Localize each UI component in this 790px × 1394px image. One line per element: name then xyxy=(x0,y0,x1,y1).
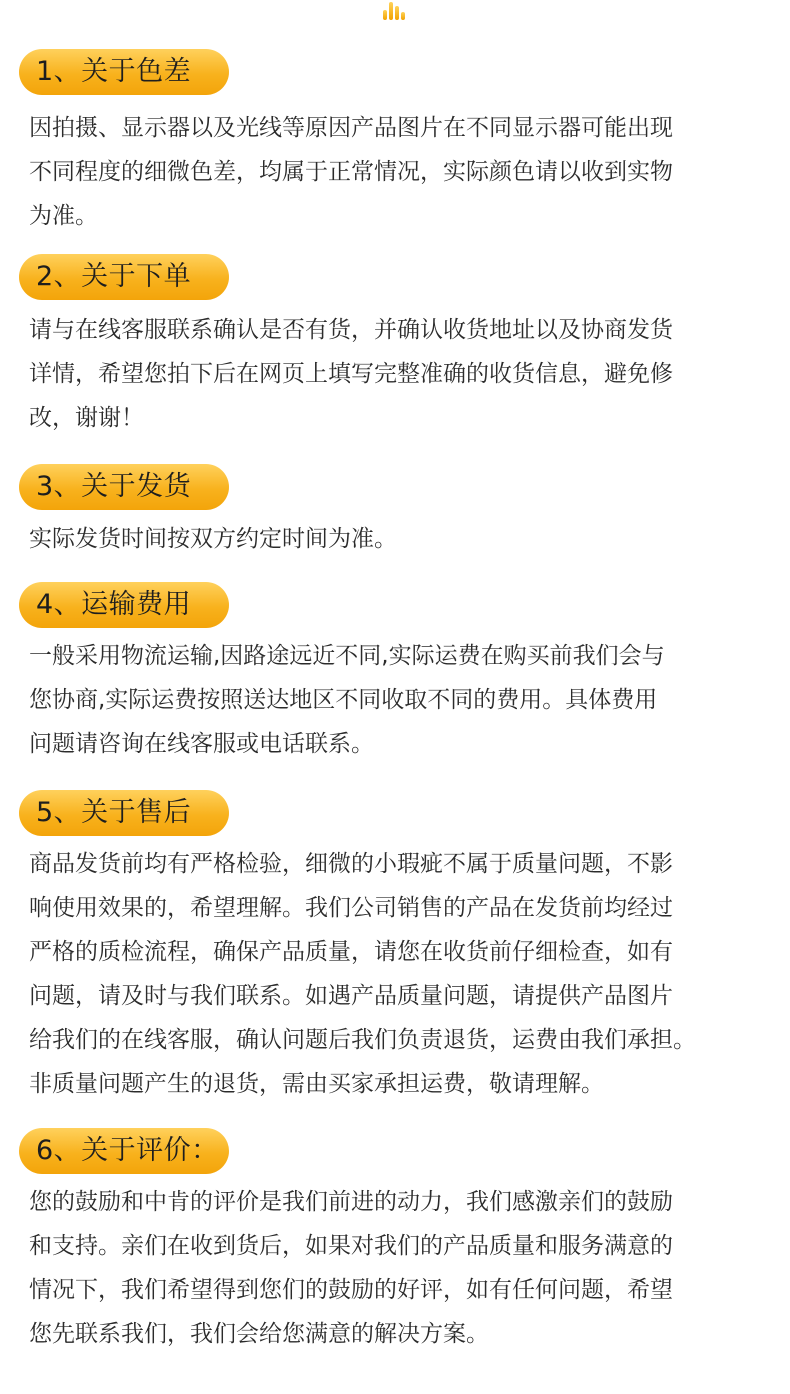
text-line: 实际发货时间按双方约定时间为准。 xyxy=(29,526,397,552)
text-line: 详情，希望您拍下后在网页上填写完整准确的收货信息，避免修 xyxy=(29,361,673,387)
sound-bars-icon xyxy=(381,0,409,22)
text-line: 和支持。亲们在收到货后，如果对我们的产品质量和服务满意的 xyxy=(29,1233,673,1259)
section-text xyxy=(29,1180,789,1356)
text-line: 您的鼓励和中肯的评价是我们前进的动力，我们感激亲们的鼓励 xyxy=(29,1189,673,1215)
text-line: 严格的质检流程，确保产品质量，请您在收货前仔细检查，如有 xyxy=(29,939,673,965)
text-line: 给我们的在线客服，确认问题后我们负责退货，运费由我们承担。 xyxy=(29,1027,696,1053)
section-text xyxy=(29,634,789,766)
text-line: 问题请咨询在线客服或电话联系。 xyxy=(29,731,374,757)
text-line: 商品发货前均有严格检验，细微的小瑕疵不属于质量问题，不影 xyxy=(29,851,673,877)
text-line: 请与在线客服联系确认是否有货，并确认收货地址以及协商发货 xyxy=(29,317,673,343)
section-title: 4、运输费用 xyxy=(19,582,229,628)
text-line: 一般采用物流运输,因路途远近不同,实际运费在购买前我们会与 xyxy=(29,643,665,669)
text-line: 您协商,实际运费按照送达地区不同收取不同的费用。具体费用 xyxy=(29,687,658,713)
text-line: 您先联系我们，我们会给您满意的解决方案。 xyxy=(29,1321,489,1347)
text-line: 为准。 xyxy=(29,203,98,229)
section-title: 1、关于色差 xyxy=(19,49,229,95)
text-line: 非质量问题产生的退货，需由买家承担运费，敬请理解。 xyxy=(29,1071,604,1097)
text-line: 问题，请及时与我们联系。如遇产品质量问题，请提供产品图片 xyxy=(29,983,673,1009)
text-line: 情况下，我们希望得到您们的鼓励的好评，如有任何问题，希望 xyxy=(29,1277,673,1303)
section-title: 6、关于评价： xyxy=(19,1128,229,1174)
section-text xyxy=(29,308,789,440)
text-line: 因拍摄、显示器以及光线等原因产品图片在不同显示器可能出现 xyxy=(29,115,673,141)
section-title: 2、关于下单 xyxy=(19,254,229,300)
text-line: 响使用效果的，希望理解。我们公司销售的产品在发货前均经过 xyxy=(29,895,673,921)
text-line: 不同程度的细微色差，均属于正常情况，实际颜色请以收到实物 xyxy=(29,159,673,185)
text-line: 改，谢谢！ xyxy=(29,405,144,431)
section-text xyxy=(29,842,789,1106)
section-title: 5、关于售后 xyxy=(19,790,229,836)
section-text xyxy=(29,517,789,561)
section-text xyxy=(29,106,789,238)
section-title: 3、关于发货 xyxy=(19,464,229,510)
